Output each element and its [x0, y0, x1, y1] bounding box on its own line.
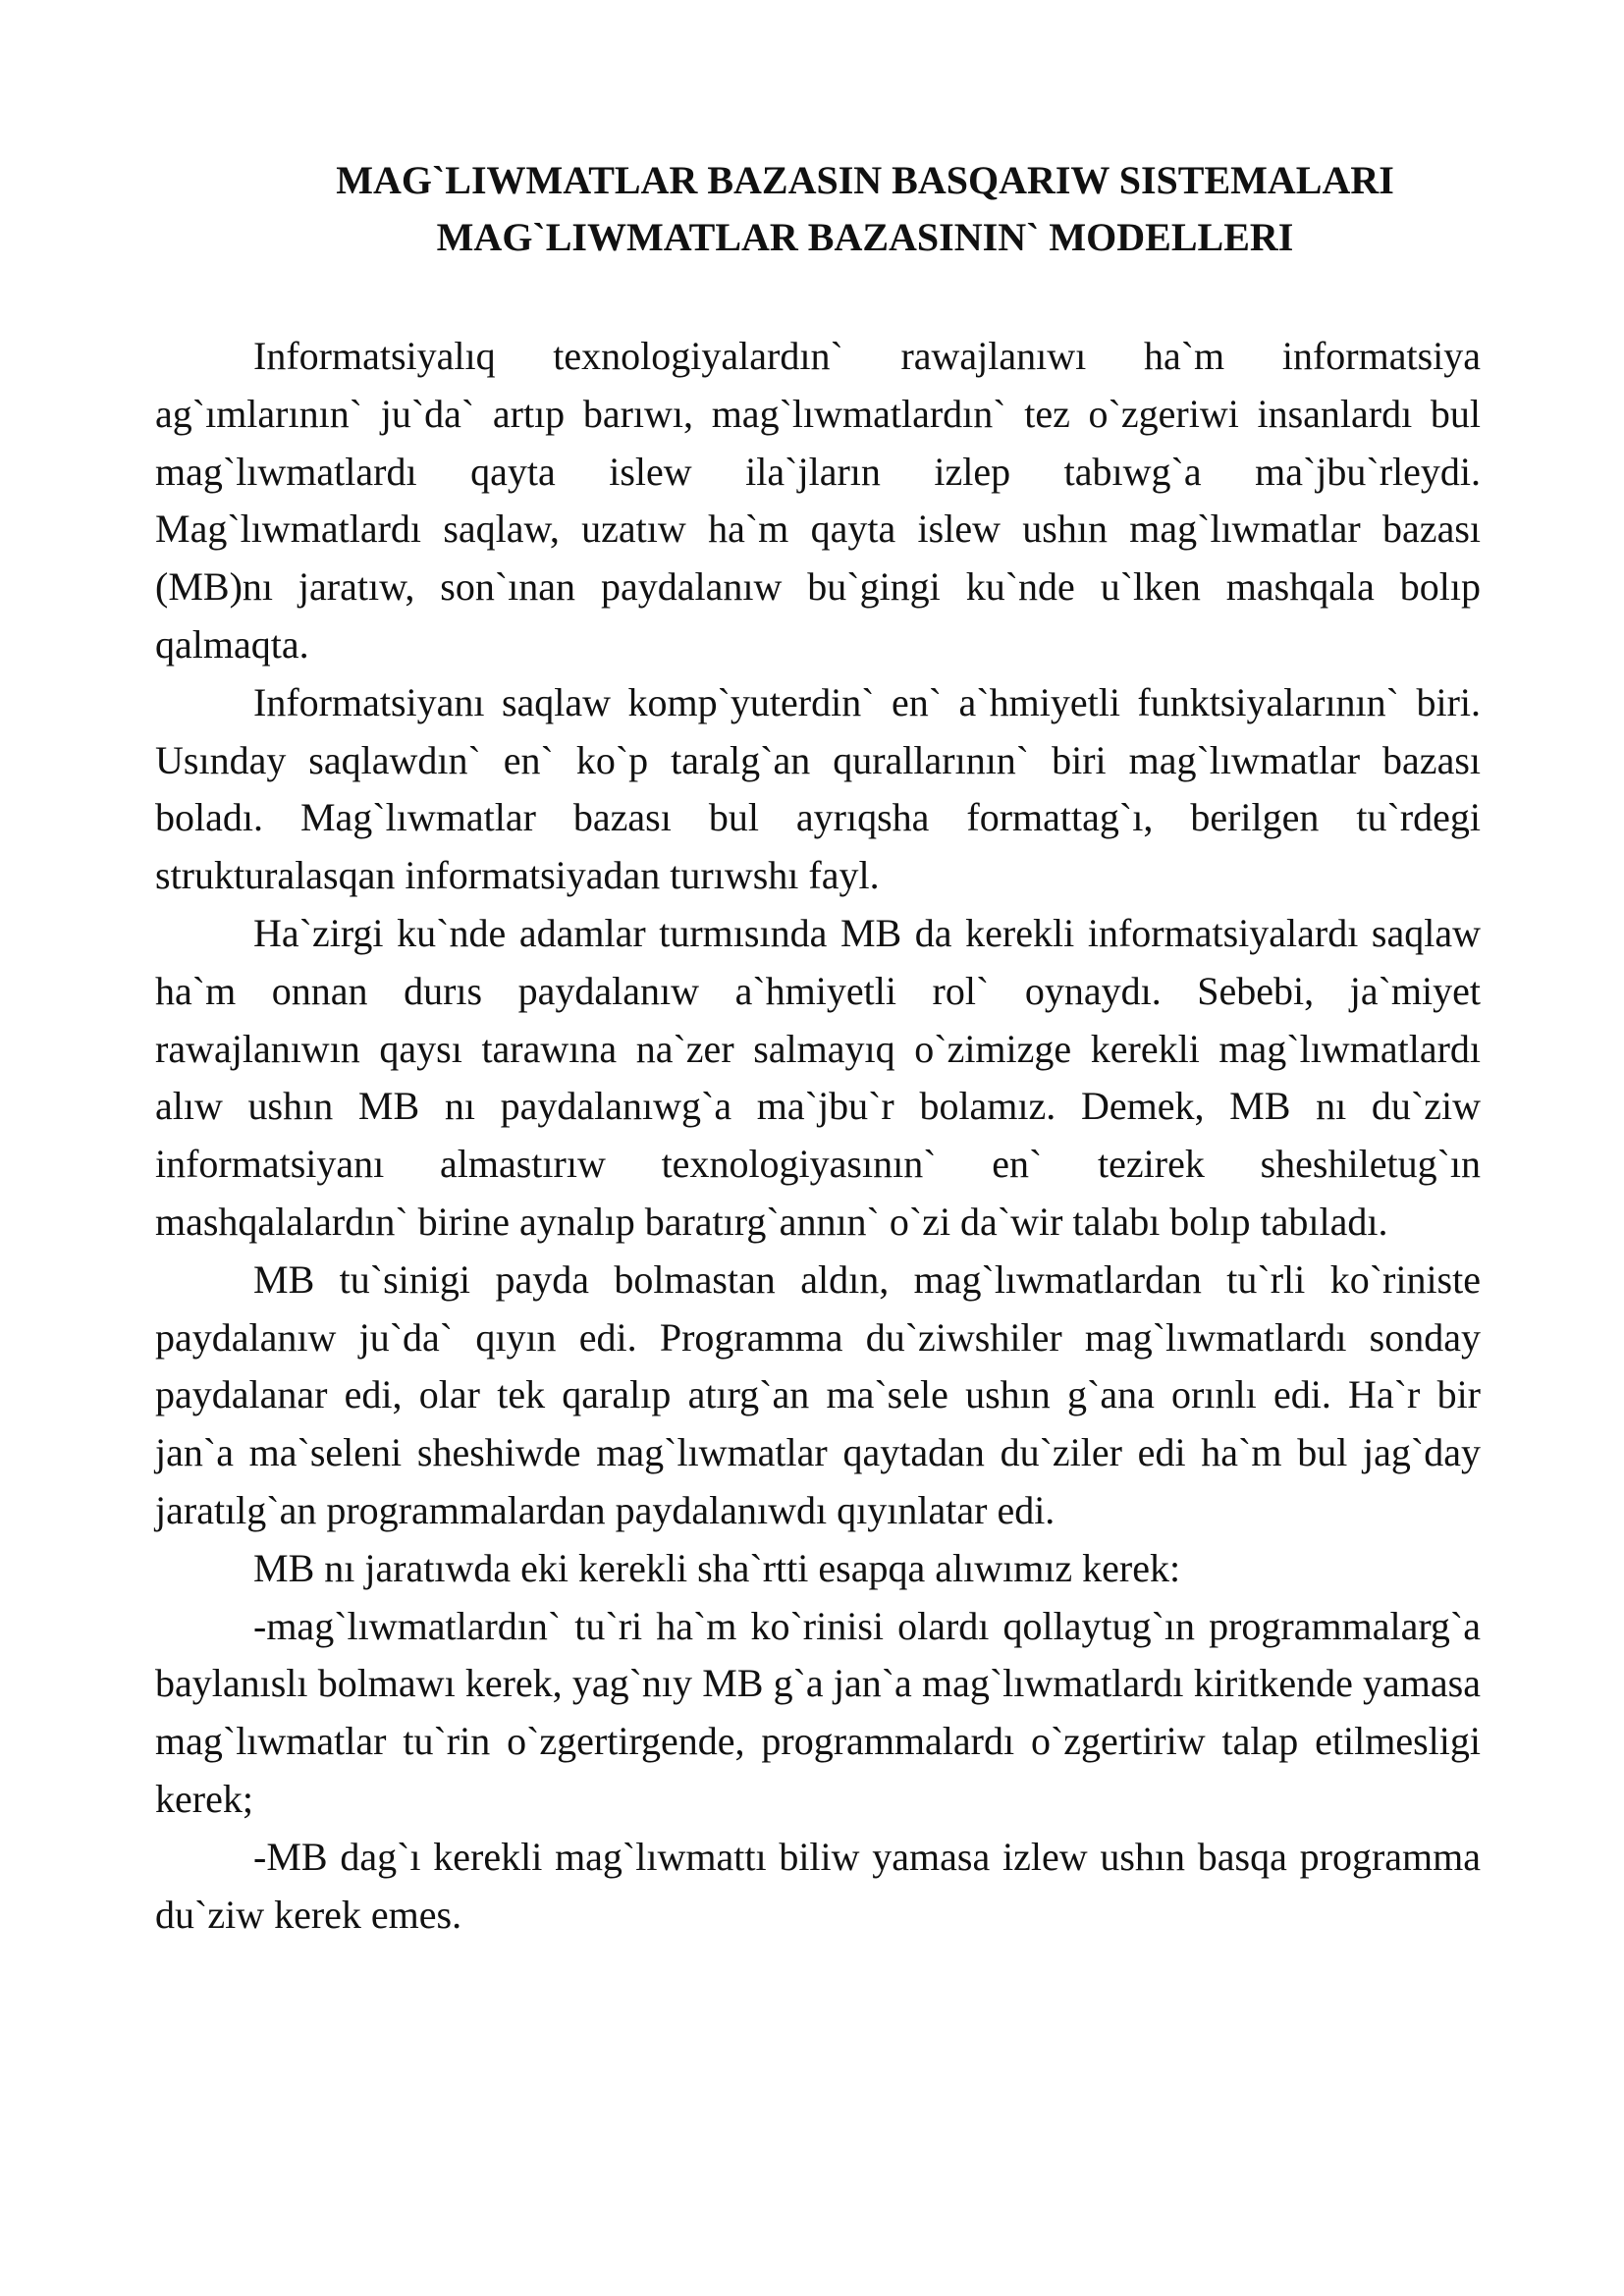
- document-body: [155, 328, 1481, 1944]
- paragraph-storage: Informatsiyanı saqlaw komp`yuterdin` en` a`hmiyetli funktsiyalarının` biri. Usınday saqlawdın` en` ko`p taralg`an qurallarının` biri mag`lıwmatlar bazası boladı. Mag`lıwmatlar bazası bul ayrıqsha formattag`ı, berilgen tu`rdegi strukturalasqan informatsiyadan turıwshı fayl.: [155, 679, 1481, 898]
- paragraph-intro: Informatsiyalıq texnologiyalardın` rawajlanıwı ha`m informatsiya ag`ımlarının` ju`da` artıp barıwı, mag`lıwmatlardın` tez o`zgeriwi insanlardı bul mag`lıwmatlardı qayta islew ila`jların izlep tabıwg`a ma`jbu`rleydi. Mag`lıwmatlardı saqlaw, uzatıw ha`m qayta islew ushın mag`lıwmatlar bazası (MB)nı jaratıw, son`ınan paydalanıw bu`gingi ku`nde u`lken mashqala bolıp qalmaqta.: [155, 334, 1481, 667]
- paragraph-importance: Ha`zirgi ku`nde adamlar turmısında MB da kerekli informatsiyalardı saqlaw ha`m onnan durıs paydalanıw a`hmiyetli rol` oynaydı. Sebebi, ja`miyet rawajlanıwın qaysı tarawına na`zer salmayıq o`zimizge kerekli mag`lıwmatlardı alıw ushın MB nı paydalanıwg`a ma`jbu`r bolamız. Demek, MB nı du`ziw informatsiyanı almastırıw texnologiyasının` en` tezirek sheshiletug`ın mashqalalardın` birine aynalıp baratırg`annın` o`zi da`wir talabı bolıp tabıladı.: [155, 910, 1481, 1244]
- paragraph-conditions-intro: MB nı jaratıwda eki kerekli sha`rtti esapqa alıwımız kerek:: [253, 1545, 1181, 1590]
- document-title-line-2: MAG`LIWMATLAR BAZASININ` MODELLERI: [436, 215, 1294, 259]
- document-title-line-1: MAG`LIWMATLAR BAZASIN BASQARIW SISTEMALARI: [336, 158, 1394, 202]
- paragraph-history: MB tu`sinigi payda bolmastan aldın, mag`lıwmatlardan tu`rli ko`riniste paydalanıw ju`da` qıyın edi. Programma du`ziwshiler mag`lıwmatlardı sonday paydalanar edi, olar tek qaralıp atırg`an ma`sele ushın g`ana orınlı edi. Ha`r bir jan`a ma`seleni sheshiwde mag`lıwmatlar qaytadan du`ziler edi ha`m bul jag`day jaratılg`an programmalardan paydalanıwdı qıyınlatar edi.: [155, 1256, 1481, 1532]
- paragraph-condition-2: -MB dag`ı kerekli mag`lıwmattı biliw yamasa izlew ushın basqa programma du`ziw kerek emes.: [155, 1834, 1481, 1937]
- paragraph-condition-1: -mag`lıwmatlardın` tu`ri ha`m ko`rinisi olardı qollaytug`ın programmalarg`a baylanıslı bolmawı kerek, yag`nıy MB g`a jan`a mag`lıwmatlardı kiritkende yamasa mag`lıwmatlar tu`rin o`zgertirgende, programmalardı o`zgertiriw talap etilmesligi kerek;: [155, 1603, 1481, 1821]
